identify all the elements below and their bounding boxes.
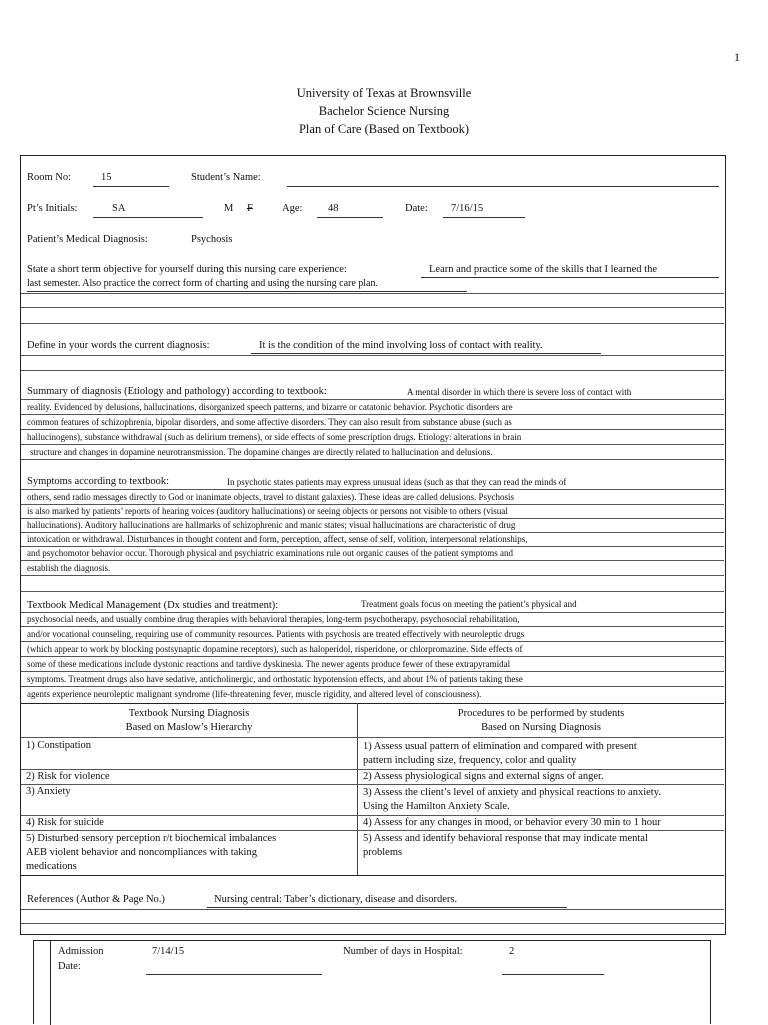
- medical-diagnosis-value[interactable]: Psychosis: [191, 234, 233, 245]
- table-top-rule: [21, 703, 724, 704]
- nursing-dx-cell[interactable]: 4) Risk for suicide: [26, 817, 104, 828]
- references-label: References (Author & Page No.): [27, 894, 165, 905]
- procedure-cell[interactable]: 4) Assess for any changes in mood, or behavior every 30 min to 1 hour: [363, 817, 661, 828]
- university-name: University of Texas at Brownsville: [296, 86, 472, 100]
- rule: [21, 546, 724, 547]
- objective-label: State a short term objective for yourself during this nursing care experience:: [27, 264, 347, 275]
- room-value[interactable]: 15: [101, 172, 112, 183]
- management-line[interactable]: Treatment goals focus on meeting the patient’s physical and: [361, 599, 577, 609]
- age-underline: [317, 217, 383, 218]
- management-line[interactable]: (which appear to work by blocking postsynaptic dopamine receptors), such as haloperidol, risperidone, or chlorpromazine. Side effects of: [27, 644, 523, 654]
- rule: [21, 769, 724, 770]
- nursing-dx-header-line: Textbook Nursing Diagnosis: [128, 708, 250, 719]
- management-line[interactable]: agents experience neuroleptic malignant syndrome (life-threatening fever, muscle rigidity, and altered level of consciousness).: [27, 689, 482, 699]
- symptoms-line[interactable]: establish the diagnosis.: [27, 563, 111, 573]
- procedures-header-line: Based on Nursing Diagnosis: [481, 722, 601, 733]
- rule: [21, 591, 724, 592]
- procedure-line: 5) Assess and identify behavioral response that may indicate mental: [363, 833, 648, 844]
- procedure-line: Using the Hamilton Anxiety Scale.: [363, 801, 510, 812]
- nursing-dx-line: AEB violent behavior and noncompliances with taking: [26, 847, 257, 858]
- form-header: [0, 84, 768, 138]
- summary-line[interactable]: common features of schizophrenia, bipolar disorders, and some affective disorders. They can also result from substance abuse (such as: [27, 417, 512, 427]
- objective-line-1[interactable]: Learn and practice some of the skills that I learned the: [429, 264, 657, 275]
- management-label: Textbook Medical Management (Dx studies and treatment):: [27, 600, 279, 611]
- procedure-line: 1) Assess usual pattern of elimination and compared with present: [363, 741, 637, 752]
- procedure-cell[interactable]: 2) Assess physiological signs and external signs of anger.: [363, 771, 604, 782]
- rule: [21, 323, 724, 324]
- procedure-cell[interactable]: [363, 832, 648, 860]
- age-label: Age:: [282, 203, 303, 214]
- symptoms-line[interactable]: In psychotic states patients may express unusual ideas (such as that they can read the minds of: [227, 477, 567, 487]
- date-underline: [443, 217, 525, 218]
- medical-diagnosis-label: Patient’s Medical Diagnosis:: [27, 234, 148, 245]
- nursing-dx-cell[interactable]: 3) Anxiety: [26, 786, 71, 797]
- initials-label: Pt’s Initials:: [27, 203, 78, 214]
- room-underline: [93, 186, 169, 187]
- summary-line[interactable]: A mental disorder in which there is severe loss of contact with: [407, 387, 632, 397]
- admission-date-value[interactable]: 7/14/15: [152, 946, 185, 957]
- date-label: Date:: [405, 203, 428, 214]
- management-line[interactable]: some of these medications include dystonic reactions and tardive dyskinesia. The newer agents produce fewer of these extrapyramidal: [27, 659, 511, 669]
- define-label: Define in your words the current diagnosis:: [27, 340, 210, 351]
- rule: [21, 737, 724, 738]
- symptoms-line[interactable]: intoxication or withdrawal. Disturbances in thought content and form, perception, affect, sense of self, volition, interpersonal relationships,: [27, 534, 528, 544]
- rule: [21, 641, 724, 642]
- rule: [21, 815, 724, 816]
- define-value[interactable]: It is the condition of the mind involving loss of contact with reality.: [259, 340, 543, 351]
- rule: [21, 293, 724, 294]
- rule: [21, 656, 724, 657]
- summary-line[interactable]: hallucinogens), substance withdrawal (such as delirium tremens), or side effects of some prescription drugs. Etiology: alterations in brain: [27, 432, 522, 442]
- nursing-dx-cell[interactable]: [26, 832, 276, 874]
- rule: [21, 444, 724, 445]
- procedures-header-line: Procedures to be performed by students: [457, 708, 625, 719]
- student-name-label: Student’s Name:: [191, 172, 261, 183]
- procedure-cell[interactable]: [363, 740, 637, 768]
- table-bottom-rule: [21, 875, 724, 876]
- form-title: Plan of Care (Based on Textbook): [298, 122, 470, 136]
- admission-date-label: Admission: [58, 946, 104, 957]
- rule: [21, 429, 724, 430]
- summary-line[interactable]: structure and changes in dopamine neurotransmission. The dopamine changes are directly related to hallucination and delusions.: [30, 447, 493, 457]
- nursing-dx-cell[interactable]: 2) Risk for violence: [26, 771, 110, 782]
- references-value[interactable]: Nursing central: Taber’s dictionary, disease and disorders.: [214, 894, 458, 905]
- age-value[interactable]: 48: [328, 203, 339, 214]
- rule: [21, 355, 724, 356]
- rule: [21, 560, 724, 561]
- management-line[interactable]: and/or vocational counseling, requiring use of community resources. Patients with psychosis are treated effectively with neuroleptic drugs: [27, 629, 525, 639]
- objective-line-2[interactable]: last semester. Also practice the correct form of charting and using the nursing care plan.: [27, 278, 378, 289]
- room-label: Room No:: [27, 172, 72, 183]
- rule: [21, 909, 724, 910]
- objective-underline-2: [27, 291, 467, 292]
- nursing-dx-cell[interactable]: 1) Constipation: [26, 740, 92, 751]
- define-underline: [251, 353, 601, 354]
- nursing-dx-line: 5) Disturbed sensory perception r/t biochemical imbalances: [26, 833, 277, 844]
- nursing-dx-header: [21, 707, 357, 735]
- rule: [21, 830, 724, 831]
- rule: [21, 414, 724, 415]
- management-line[interactable]: psychosocial needs, and usually combine drug therapies with behavioral therapies, long-term psychotherapy, psychosocial rehabilitation,: [27, 614, 520, 624]
- admission-date-underline: [146, 974, 322, 975]
- program-name: Bachelor Science Nursing: [318, 104, 450, 118]
- procedure-cell[interactable]: [363, 786, 661, 814]
- rule: [21, 504, 724, 505]
- page-number: 1: [734, 50, 740, 64]
- rule: [21, 459, 724, 460]
- hospital-days-label: Number of days in Hospital:: [343, 946, 463, 957]
- rule: [21, 489, 724, 490]
- hospital-days-underline: [502, 974, 604, 975]
- care-plan-form: [20, 155, 726, 935]
- procedure-line: 3) Assess the client’s level of anxiety and physical reactions to anxiety.: [363, 787, 661, 798]
- procedure-line: problems: [363, 847, 403, 858]
- date-value[interactable]: 7/16/15: [451, 203, 484, 214]
- references-underline: [207, 907, 567, 908]
- nursing-dx-line: medications: [26, 861, 77, 872]
- summary-line[interactable]: reality. Evidenced by delusions, hallucinations, disorganized speech patterns, and bizarre or catatonic behavior. Psychotic disorders are: [27, 402, 513, 412]
- rule: [21, 370, 724, 371]
- rule: [21, 626, 724, 627]
- admission-divider: [50, 941, 51, 1025]
- procedures-header: [358, 707, 724, 735]
- initials-value[interactable]: SA: [112, 203, 126, 214]
- rule: [21, 532, 724, 533]
- rule: [21, 399, 724, 400]
- rule: [21, 575, 724, 576]
- admission-section: [33, 940, 711, 1024]
- rule: [21, 686, 724, 687]
- symptoms-label: Symptoms according to textbook:: [27, 476, 170, 487]
- symptoms-line[interactable]: others, send radio messages directly to God or inanimate objects, travel to distant galaxies). These ideas are called delusions. Psychosis: [27, 492, 514, 502]
- rule: [21, 923, 724, 924]
- initials-underline: [93, 217, 203, 218]
- sex-m[interactable]: M: [224, 203, 234, 214]
- symptoms-line[interactable]: and psychomotor behavior occur. Thorough physical and psychiatric examinations rule out organic causes of the patient symptoms and: [27, 548, 514, 558]
- sex-f[interactable]: F: [247, 203, 253, 214]
- nursing-dx-header-line: Based on Maslow’s Hierarchy: [125, 722, 253, 733]
- symptoms-line[interactable]: is also marked by patients’ reports of hearing voices (auditory hallucinations) or seeing objects or persons not visible to others (visual: [27, 506, 508, 516]
- student-name-underline: [287, 186, 719, 187]
- hospital-days-value[interactable]: 2: [509, 946, 515, 957]
- rule: [21, 671, 724, 672]
- rule: [21, 307, 724, 308]
- symptoms-line[interactable]: hallucinations). Auditory hallucinations are hallmarks of schizophrenic and manic states; visual hallucinations are characteristic of drug: [27, 520, 516, 530]
- procedure-line: pattern including size, frequency, color and quality: [363, 755, 577, 766]
- management-line[interactable]: symptoms. Treatment drugs also have sedative, anticholinergic, and orthostatic hypotension effects, and about 1% of patients taking these: [27, 674, 523, 684]
- admission-date-label-2: Date:: [58, 961, 81, 972]
- rule: [21, 612, 724, 613]
- rule: [21, 784, 724, 785]
- rule: [21, 518, 724, 519]
- objective-underline-1: [421, 277, 719, 278]
- summary-label: Summary of diagnosis (Etiology and pathology) according to textbook:: [27, 386, 327, 397]
